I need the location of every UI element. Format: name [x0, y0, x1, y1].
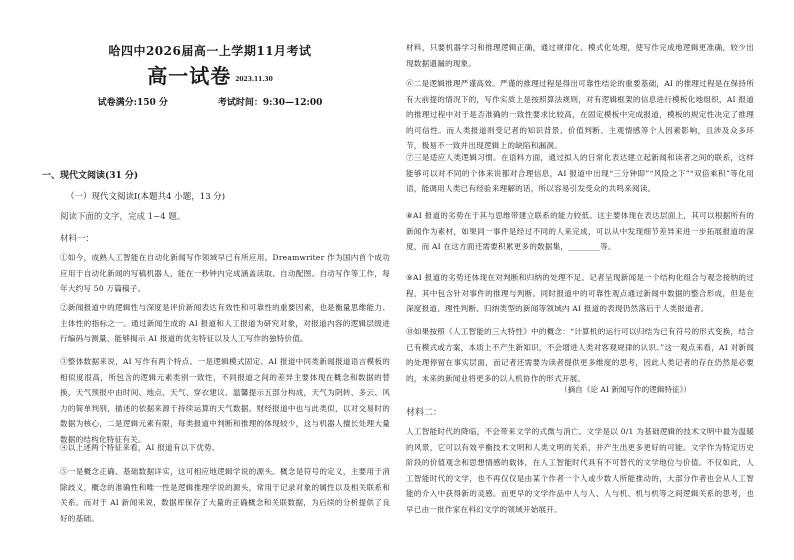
- right-paragraph-3: ⑦三是适应人类逻辑习惯。在语料方面，通过拟人的日常化表达建立起新闻和读者之间的联系，这样能够可以对不同的个体来说都对合理信息，AI 报道中出现“三分钟即”“风险之下”“双倍乘积”等化用语，能调用人类已有经验来理解的话，所以容易引发受众的共鸣来阅读。: [406, 153, 754, 194]
- material-one-label: 材料一：: [60, 234, 95, 244]
- exam-title: 哈四中2026届高一上学期11月考试: [108, 44, 312, 58]
- main-title-row: [40, 65, 380, 87]
- right-paragraph-5: ⑨AI 报道的劣势还体现在对判断和归纳的处理不足。记者呈现新闻是一个结构化组合与观念接纳的过程，其中包含针对事件的推理与判断。同时报道中的可靠性观点通过新闻中数据的整合形成，但是在深度报道、理性判断、归纳类型的新闻等领域内 AI 报道的表现仍然落后于人类报道者。: [406, 273, 754, 314]
- right-paragraph-4: ⑧AI 报道的劣势在于其与思维带建立联系的能力较低。这主要体现在表达层面上，其可以根据所有的新闻作为素材，如果同一事件是经过不同的人来完成，可以从中发现细节差异来进一步拓展报道的深度，而 AI 在这方面还需要积累更多的数据集，________等。: [406, 211, 754, 252]
- material-two-label: 材料二：: [406, 408, 443, 418]
- material-two-paragraph: 人工智能时代的降临，不会带来文学的式微与消亡。文学是以 0/1 为基础逻辑的技术文明中最为温暖的风景，它可以有效平衡技术文明和人类文明的关系，并产生出更多更好的可能。文学作为特定历史阶段的价值观念和思想情感的载体，在人工智能时代具有不可替代的文学地位与价值。不仅如此，人工智能时代的文学，也不再仅仅是由某个作者一个人或少数人所能推动的，大部分作者也会从人工智能的介入中获得新的灵感。而更早的文学作品中人与人、人与机、机与机等之间逻辑关系的思考，也早已由一批作家在科幻文学的领域开始展开。: [406, 427, 754, 514]
- right-paragraph-1: 材料，只要机器学习和推理逻辑正确，通过规律化、模式化处理，使写作完成地逻辑更准确，较少出现数据遗漏的现象。: [406, 43, 754, 68]
- reading-instruction: 阅读下面的文字，完成 1~4 题。: [60, 212, 186, 222]
- left-paragraph-1: ①如今，成熟人工智能在自动化新闻写作领域早已有所应用。Dreamwriter 作为国内首个成功应用于自动化新闻的写稿机器人，能在一秒钟内完成涵盖读取、自动配图、自动写作等工作，每年大约写 50 万篇稿子。: [60, 253, 390, 294]
- left-paragraph-3: ③整体数据来说，AI 写作有两个特点。一是逻辑模式固定。AI 报道中同类新闻报道语言模板的相似度很高，所包含的逻辑元素类别一致性，不同报道之间的差异主要体现在概念和数据的替换，天气预报中由时间、地点、天气、穿衣建议、温馨提示五部分构成，天气为阴转、多云、风力的简单判别，描述的依据来源于持续运算的天气数据。财经报道中也与此类似，以对交易时的数据为核心，二是逻辑元素有限，每类报道中判断和推理的体现较少，这与机器人擅长处理大量数据的结构化特征有关。: [60, 357, 390, 444]
- exam-info-row: [40, 95, 380, 108]
- full-score: 试卷满分:150 分: [97, 98, 168, 108]
- exam-header: [40, 42, 380, 108]
- left-paragraph-5: ⑤一是概念正确、基础数据详实，这可相应地逻辑学说的源头。概念是符号的定义，主要用于消除歧义，概念的准确性和唯一性是逻辑推理学说的源头，常用于记录对象的属性以及相关联系和关系。而对于 AI 新闻来说，数据库保存了大量的正确概念和关联数据，为后续的分析提供了良好的基础。: [60, 467, 390, 523]
- sub-heading: （一）现代文阅读Ⅰ(本题共4 小题，13 分): [66, 192, 226, 202]
- main-title: 高一试卷: [147, 64, 232, 88]
- source-citation: （摘自《论 AI 新闻写作的逻辑特征》）: [560, 385, 692, 394]
- left-paragraph-4: ④以上述两个特征来看，AI 报道有以下优势。: [60, 443, 220, 452]
- exam-date: 2023.11.30: [235, 76, 273, 83]
- section-heading: 一、现代文阅读(31 分): [42, 171, 139, 181]
- exam-time: 考试时间：9:30—12:00: [217, 98, 323, 108]
- right-paragraph-6: ⑩如果按照《人工智能的三大特性》中的概念：“计算机的运行可以归结为已有符号的形式变换，结合已有模式或方案，本质上不产生新知识，不会增进人类对客观规律的认识。”这一观点来看，AI 对新闻的处理停留在事实层面，而记者还需要为读者提供更多维度的思考，因此人类记者的存在仍然是必要的，未来的新闻业将更多的以人机协作的形式开展。: [406, 327, 754, 383]
- right-paragraph-2: ⑥二是逻辑推理严谨高效。严谨的推理过程是得出可靠性结论的重要基础，AI 的推理过程是在保持所有大前提的情况下的，写作实质上是按照算法规则，对有逻辑框架的信息进行模板化地组织，AI 报道的推理过程中对于是否准确的一致性要求比较高，在固定模板中完成报道，模板的规定性决定了推理的可信性。而人类报道则受记者的知识背景、价值判断、主观情感等个人因素影响，且涉及众多环节，极易不一致并出现逻辑上的缺陷和漏洞。: [406, 79, 754, 151]
- left-paragraph-2: ②新闻报道中的逻辑性与深度是评价新闻表达有效性和可靠性的重要因素，也是衡量思维能力、主体性的指标之一。通过新闻生成的 AI 报道和人工报道为研究对象，对报道内容的逻辑层级进行编码与测量，能够揭示 AI 报道的优劣特征以及人工写作的独特价值。: [60, 303, 390, 344]
